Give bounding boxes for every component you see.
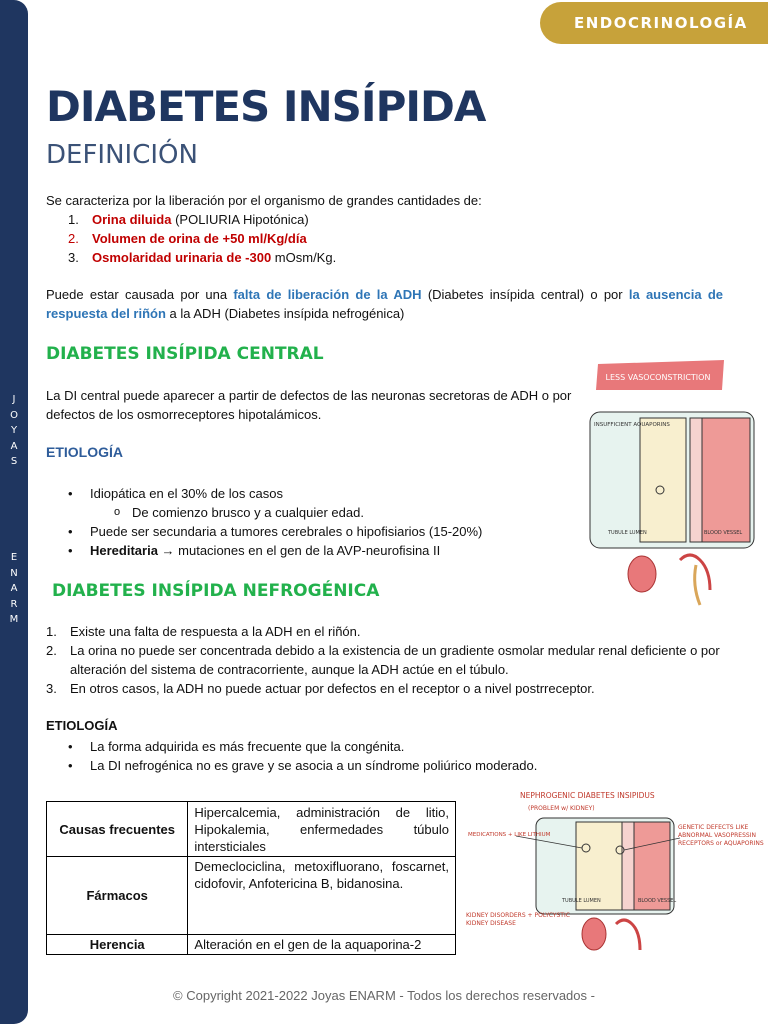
nephrogenic-etiology-list bbox=[46, 737, 726, 775]
hereditary-text: mutaciones en el gen de la AVP-neurofisina II bbox=[174, 543, 441, 558]
sidebar-letter: M bbox=[9, 614, 19, 625]
sidebar-letter: J bbox=[12, 394, 16, 405]
tubule-cell bbox=[576, 822, 622, 910]
illustration-title: NEPHROGENIC DIABETES INSIPIDUS bbox=[520, 791, 655, 800]
nephrogenic-heading: DIABETES INSÍPIDA NEFROGÉNICA bbox=[52, 581, 380, 601]
tubule-cell bbox=[640, 418, 686, 542]
sidebar-band bbox=[0, 0, 28, 1024]
list-item bbox=[46, 679, 726, 698]
page-subtitle: DEFINICIÓN bbox=[46, 140, 198, 170]
list-item bbox=[68, 210, 726, 229]
genetic-label-box bbox=[678, 824, 764, 884]
item-text: (POLIURIA Hipotónica) bbox=[171, 212, 309, 227]
item-highlight: Osmolaridad urinaria de -300 bbox=[92, 250, 272, 265]
vessel-label: BLOOD VESSEL bbox=[704, 530, 743, 536]
kidney-drawing bbox=[628, 556, 656, 592]
vessel-wall bbox=[690, 418, 702, 542]
nephrogenic-list bbox=[46, 622, 726, 698]
list-item: • Idiopática en el 30% de los casos bbox=[46, 484, 586, 503]
hereditary-label: Hereditaria bbox=[90, 543, 158, 558]
nephrogenic-etiology-heading: ETIOLOGÍA bbox=[46, 718, 118, 733]
item-number: 2. bbox=[46, 643, 57, 658]
cause-text: a la ADH (Diabetes insípida nefrogénica) bbox=[165, 306, 405, 321]
arrow-icon: → bbox=[161, 543, 175, 558]
kidney-label: KIDNEY DISORDERS + POLYCYSTIC KIDNEY DISEASE bbox=[466, 912, 570, 927]
definition-intro: Se caracteriza por la liberación por el organismo de grandes cantidades de: bbox=[46, 193, 482, 208]
blood-vessel bbox=[702, 418, 750, 542]
cause-text: Puede estar causada por una bbox=[46, 287, 234, 302]
sidebar-letter: N bbox=[10, 567, 18, 579]
sidebar-letter: O bbox=[10, 409, 18, 421]
list-item: • Puede ser secundaria a tumores cerebrales o hipofisiarios (15-20%) bbox=[46, 522, 586, 541]
sidebar-letter: A bbox=[10, 583, 18, 594]
nephron-drawing bbox=[616, 920, 640, 950]
sidebar-brand-top bbox=[0, 392, 28, 470]
table-cell: Hipercalcemia, administración de litio, Hipokalemia, enfermedades túbulo intersticiales bbox=[188, 802, 456, 857]
banner-label: LESS VASOCONSTRICTION bbox=[605, 373, 711, 382]
causes-table bbox=[46, 801, 456, 955]
item-number: 1. bbox=[46, 624, 57, 639]
list-item bbox=[46, 622, 726, 641]
list-item: • La forma adquirida es más frecuente que la congénita. bbox=[46, 737, 726, 756]
page-title: DIABETES INSÍPIDA bbox=[46, 82, 486, 131]
cause-paragraph bbox=[46, 285, 723, 323]
table-row bbox=[47, 802, 456, 857]
cause-text: (Diabetes insípida central) o por bbox=[421, 287, 629, 302]
definition-block bbox=[46, 191, 726, 267]
sidebar-letter: A bbox=[10, 440, 18, 452]
list-item: o De comienzo brusco y a cualquier edad. bbox=[46, 503, 586, 522]
section-badge: ENDOCRINOLOGÍA bbox=[540, 2, 768, 44]
genetic-label: GENETIC DEFECTS LIKE ABNORMAL VASOPRESSIN RECEPTORS or AQUAPORINS bbox=[678, 824, 764, 847]
aquaporins-label: INSUFFICIENT AQUAPORINS bbox=[594, 422, 670, 428]
list-item bbox=[68, 248, 726, 267]
illustration-subtitle: (PROBLEM w/ KIDNEY) bbox=[528, 805, 595, 812]
list-item bbox=[68, 229, 726, 248]
vessel-wall bbox=[622, 822, 634, 910]
sidebar-brand-bottom bbox=[0, 550, 28, 628]
item-number: 2. bbox=[68, 231, 79, 246]
blood-vessel bbox=[634, 822, 670, 910]
sidebar-letter: E bbox=[10, 552, 18, 563]
kidney-drawing bbox=[582, 918, 606, 950]
cause-highlight: falta de liberación de la ADH bbox=[233, 287, 422, 302]
vessel-label: BLOOD VESSEL bbox=[638, 898, 677, 904]
kidney-label-box bbox=[466, 912, 576, 942]
central-di-illustration bbox=[584, 360, 764, 610]
table-row bbox=[47, 857, 456, 935]
tubule-label: TUBULE LUMEN bbox=[562, 898, 601, 904]
item-text: Existe una falta de respuesta a la ADH en el riñón. bbox=[70, 624, 361, 639]
item-number: 3. bbox=[46, 681, 57, 696]
table-cell-header: Fármacos bbox=[47, 857, 188, 935]
item-number: 1. bbox=[68, 212, 79, 227]
table-cell-header: Herencia bbox=[47, 935, 188, 955]
item-highlight: Orina diluida bbox=[92, 212, 172, 227]
medications-label: MEDICATIONS + LIKE LITHIUM bbox=[468, 832, 551, 838]
tubule-label: TUBULE LUMEN bbox=[608, 530, 647, 536]
central-text: La DI central puede aparecer a partir de defectos de las neuronas secretoras de ADH o por defectos de los osmorreceptores hipotalámicos. bbox=[46, 388, 572, 422]
cause-highlight: la ausencia de respuesta del riñón bbox=[46, 287, 724, 321]
list-item bbox=[46, 641, 726, 679]
sidebar-letter: S bbox=[10, 456, 18, 467]
item-text: En otros casos, la ADH no puede actuar por defectos en el receptor o a nivel postrreceptor. bbox=[70, 681, 595, 696]
table-cell: Alteración en el gen de la aquaporina-2 bbox=[188, 935, 456, 955]
table-cell-header: Causas frecuentes bbox=[47, 802, 188, 857]
table-row bbox=[47, 935, 456, 955]
list-item bbox=[46, 541, 586, 560]
table-cell: Demeclociclina, metoxifluorano, foscarnet, cidofovir, Anfotericina B, bidanosina. bbox=[188, 857, 456, 935]
item-text: La orina no puede ser concentrada debido a la existencia de un gradiente osmolar medular renal deficiente o por alteración del sistema de contracorriente, aunque la ADH actúe en el túbulo. bbox=[70, 643, 720, 677]
central-heading: DIABETES INSÍPIDA CENTRAL bbox=[46, 344, 324, 364]
nephrogenic-di-illustration bbox=[466, 784, 766, 964]
nephron-tubule-drawing bbox=[695, 565, 700, 605]
central-etiology-list bbox=[46, 484, 586, 560]
item-number: 3. bbox=[68, 250, 79, 265]
item-highlight: Volumen de orina de +50 ml/Kg/día bbox=[92, 231, 307, 246]
item-text: mOsm/Kg. bbox=[271, 250, 337, 265]
copyright-footer: © Copyright 2021-2022 Joyas ENARM - Todos los derechos reservados - bbox=[173, 988, 595, 1003]
definition-list bbox=[68, 210, 726, 267]
central-etiology-heading: ETIOLOGÍA bbox=[46, 444, 123, 460]
sidebar-letter: R bbox=[10, 598, 18, 610]
list-item: • La DI nefrogénica no es grave y se asocia a un síndrome poliúrico moderado. bbox=[46, 756, 726, 775]
sidebar-letter: Y bbox=[10, 425, 18, 436]
